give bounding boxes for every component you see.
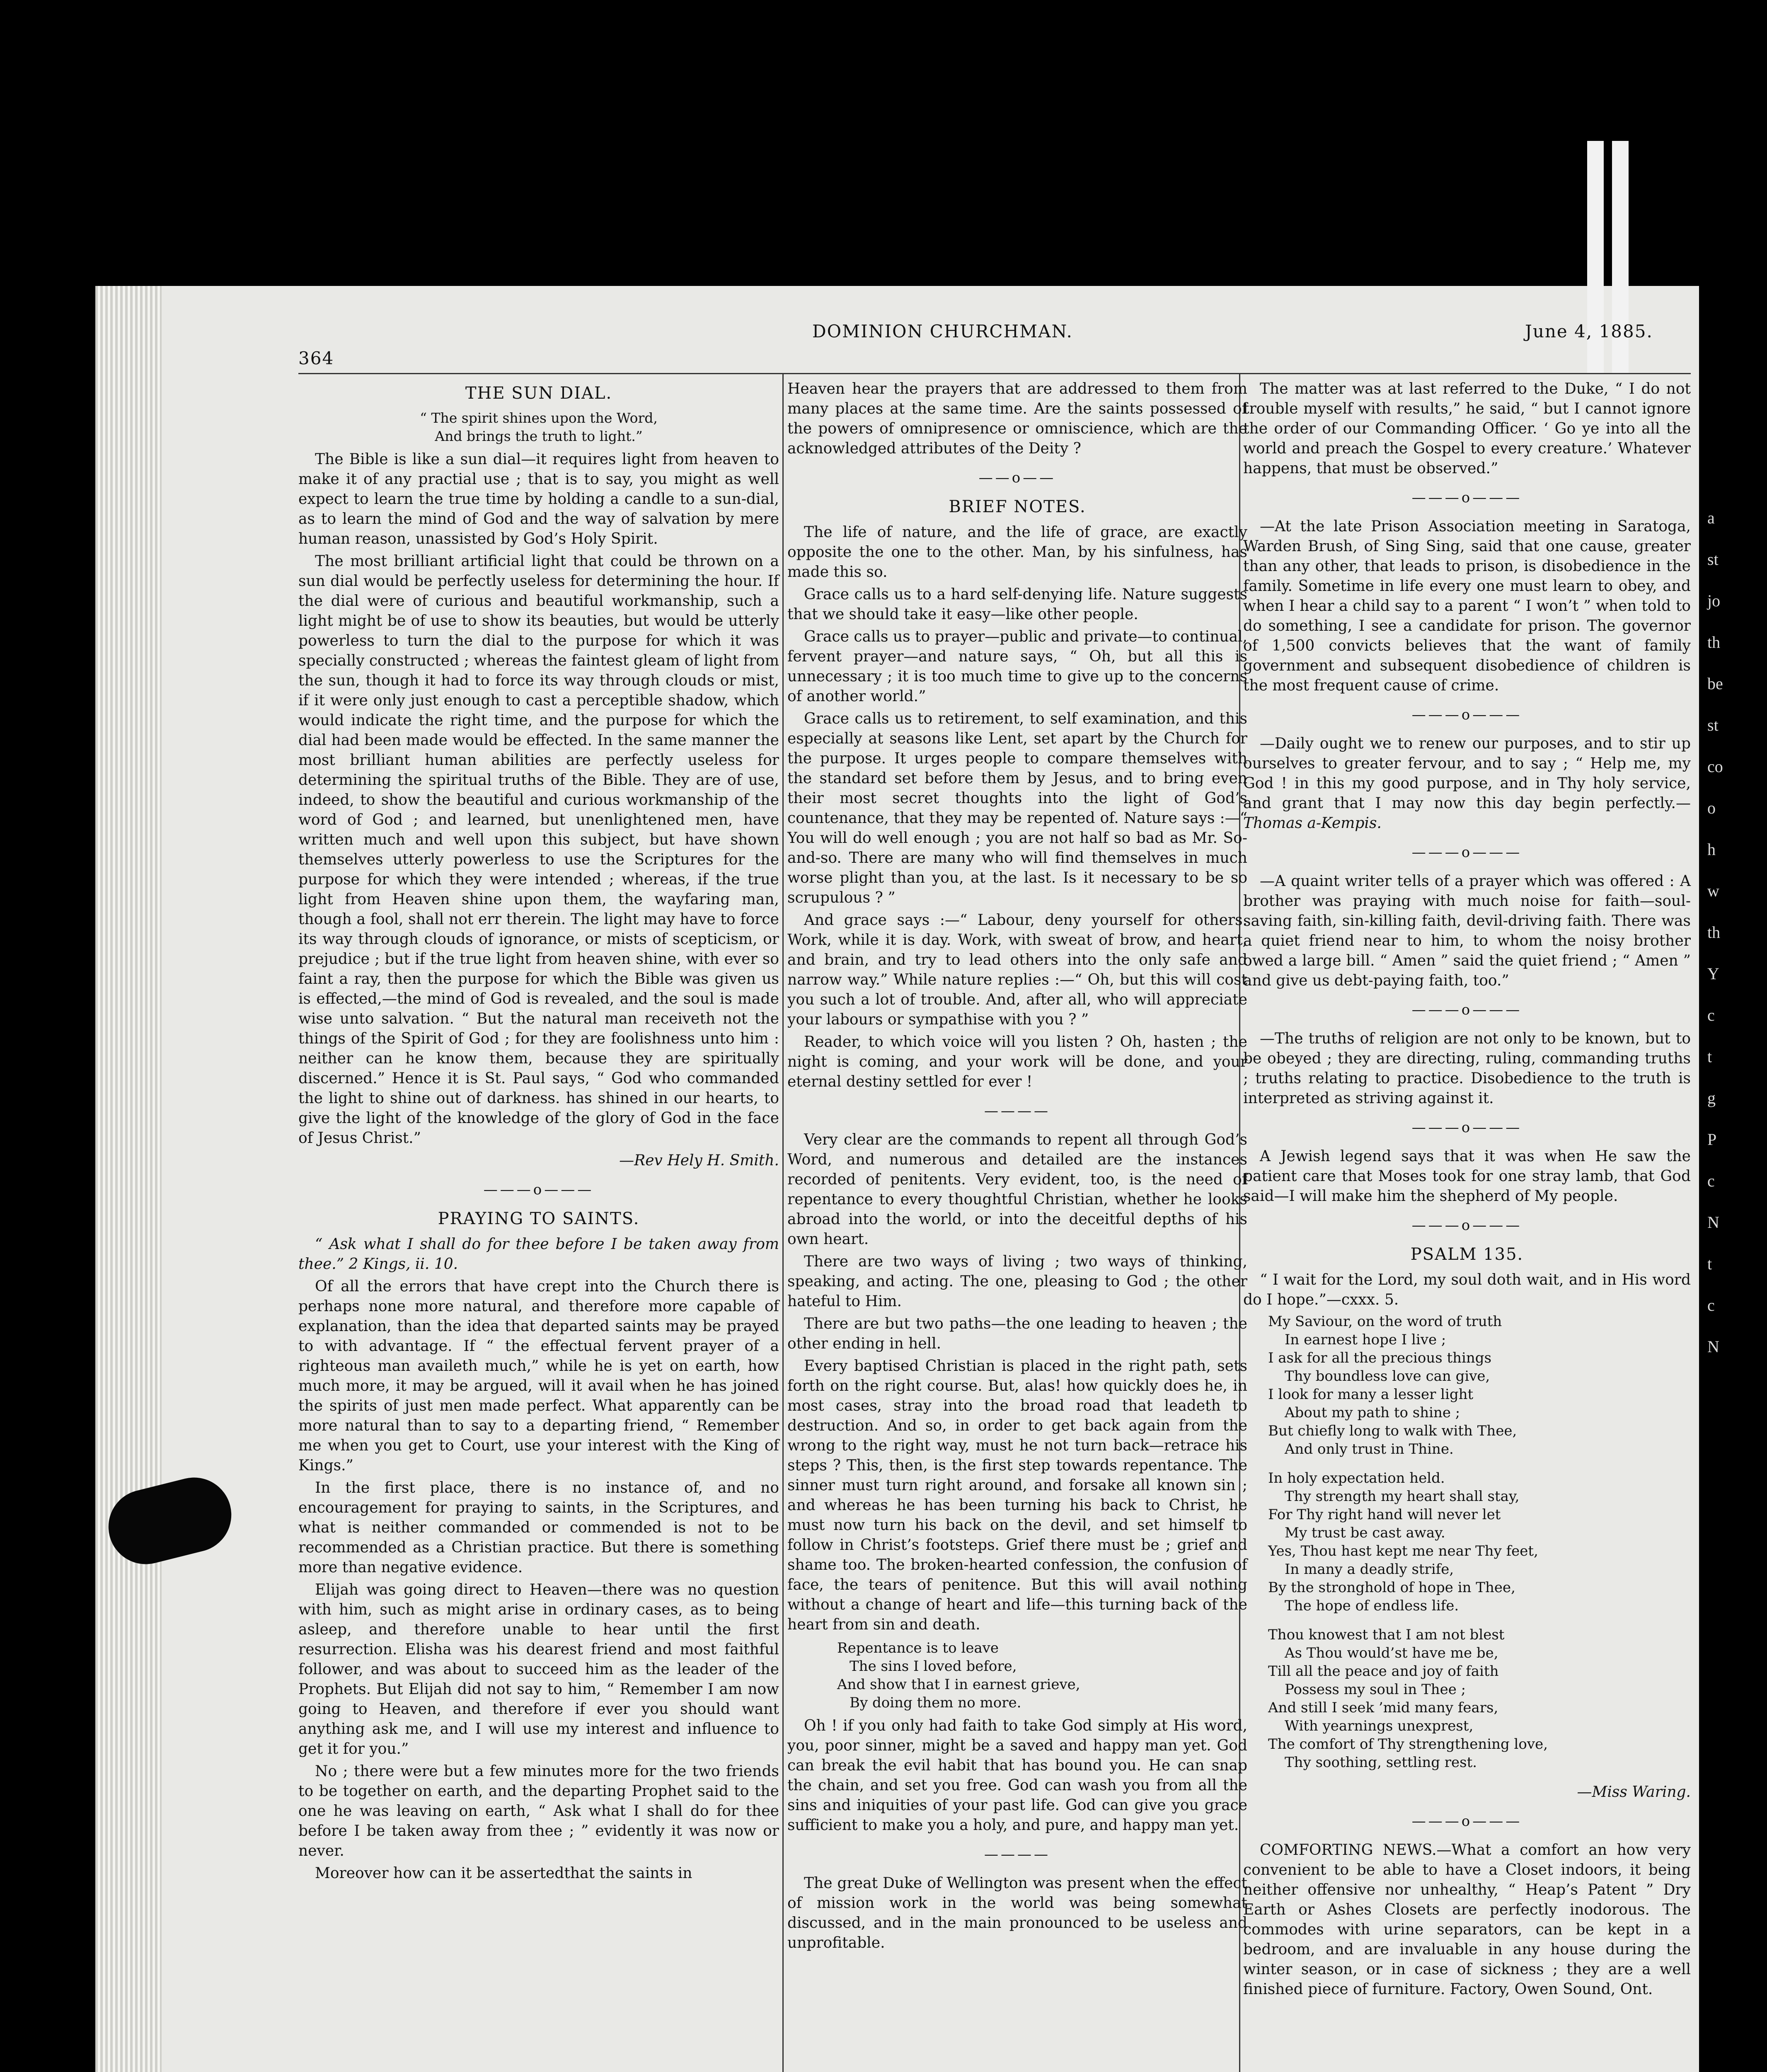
separator: ——o—— [978, 470, 1056, 486]
separator: ———o——— [1411, 1119, 1523, 1136]
separator: ———o——— [483, 1181, 594, 1198]
paragraph: No ; there were but a few minutes more for the two friends to be together on earth, and the departing Prophet said to the one he was leaving on earth, “ Ask what I shall do for thee before I be taken away from thee ; ” evidently it was now or never. [298, 1763, 779, 1859]
psalm-intro: “ I wait for the Lord, my soul doth wait, and in His word do I hope.”—cxxx. 5. [1243, 1271, 1691, 1308]
edge-fragment: jo [1707, 591, 1721, 610]
column-1 [298, 379, 779, 1886]
paragraph: In the first place, there is no instance of, and no encouragement for praying to saints, in the Scriptures, and what is neither commanded or commended is not to be recommended as a Christian practice. But there is something more than negative evidence. [298, 1479, 779, 1576]
author-signature: —Miss Waring. [1577, 1784, 1691, 1801]
edge-fragment: co [1707, 757, 1723, 776]
edge-fragment: t [1707, 1254, 1712, 1273]
edge-fragment: c [1707, 1172, 1715, 1190]
edge-fragment: g [1707, 1089, 1716, 1107]
separator: ———o——— [1411, 1813, 1523, 1830]
psalm-stanza: My Saviour, on the word of truth In earnest hope I live ; I ask for all the precious things Thy boundless love can give, I look for many a lesser light About my path to shine ; But chiefly long to walk with Thee, And only trust in Thine. [1268, 1313, 1517, 1457]
edge-fragment: be [1707, 674, 1723, 693]
epigraph: “ The spirit shines upon the Word, And brings the truth to light.” [420, 410, 658, 444]
paragraph: The matter was at last referred to the Duke, “ I do not trouble myself with results,” he said, “ but I cannot ignore the order of our Commanding Officer. ‘ Go ye into all the world and preach the Gospel to every creature.’ Whatever happens, that must be observed.” [1243, 380, 1691, 477]
paragraph: —A quaint writer tells of a prayer which was offered : A brother was praying with much noise for faith—soul-saving faith, sin-killing faith, devil-driving faith. There was a quiet friend near to him, to whom the noisy brother owed a large bill. “ Amen ” said the quiet friend ; “ Amen ” and give us debt-paying faith, too.” [1243, 873, 1691, 989]
epigraph: “ Ask what I shall do for thee before I be taken away from thee.” 2 Kings, ii. 10. [298, 1236, 779, 1273]
column-3 [1243, 379, 1691, 2002]
article-title-sun-dial: THE SUN DIAL. [465, 384, 612, 403]
column-rule [782, 373, 784, 2072]
edge-fragment: a [1707, 508, 1715, 527]
edge-fragment: c [1707, 1296, 1715, 1314]
facing-page-edge-text [1707, 497, 1767, 1368]
paragraph: Reader, to which voice will you listen ? Oh, hasten ; the night is coming, and your work will be done, and your eternal destiny settled for ever ! [787, 1034, 1247, 1090]
separator: ———o——— [1411, 1002, 1523, 1018]
separator: ———— [984, 1103, 1051, 1119]
psalm-poem [1243, 1312, 1691, 1772]
paragraph: —At the late Prison Association meeting in Saratoga, Warden Brush, of Sing Sing, said that one cause, greater than any other, that leads to prison, is disobedience in the family. Sometime in life every one must learn to obey, and when I hear a child say to a parent “ I won’t ” when told to do something, I see a candidate for prison. The governor of 1,500 convicts believes that the want of family government and subsequent disobedience of children is the most frequent cause of crime. [1243, 518, 1691, 694]
paragraph: The great Duke of Wellington was present when the effect of mission work in the world was being somewhat discussed, and in the main pronounced to be useless and unprofitable. [787, 1875, 1247, 1951]
separator: ———o——— [1411, 844, 1523, 861]
paragraph: Moreover how can it be assertedthat the saints in [315, 1865, 692, 1882]
paragraph: Grace calls us to retirement, to self examination, and this especially at seasons like Lent, set apart by the Church for the purpose. It urges people to compare themselves with the standard set before them by Jesus, and to bring even their most secret thoughts into the light of God’s countenance, that they may be repented of. Nature says :—“ You will do well enough ; you are not half so bad as Mr. So-and-so. There are many who will find themselves in much worse plight than you, at the last. Is it necessary to be so scrupulous ? ” [787, 710, 1247, 906]
separator: ———o——— [1411, 1217, 1523, 1234]
edge-fragment: o [1707, 799, 1716, 817]
paragraph: The most brilliant artificial light that could be thrown on a sun dial would be perfectly useless for determining the hour. If the dial were of curious and beautiful workmanship, such a light might be of use to show its beauties, but would be utterly powerless to turn the dial to the purpose for which it was specially constructed ; whereas the faintest gleam of light from the sun, though it had to force its way through clouds or mist, if it were only just enough to cast a perceptible shadow, which would indicate the right time, and the purpose for which the dial had been made would be effected. In the same manner the most brilliant human abilities are perfectly useless for determining the spiritual truths of the Bible. They are of use, indeed, to show the beautiful and curious workmanship of the word of God ; and learned, but unenlightened men, have written much and well upon this subject, but have shown themselves utterly powerless to use the Scriptures for the purpose for which they were intended ; whereas, if the true light from Heaven shine upon them, the wayfaring man, though a fool, shall not err therein. The light may have to force its way through clouds of ignorance, or mists of scepticism, or prejudice ; but if the true light from heaven shine, with ever so faint a ray, then the purpose for which the Bible was given us is effected,—the mind of God is revealed, and the soul is made wise unto salvation. “ But the natural man receiveth not the things of the Spirit of God ; for they are foolishness unto him : neither can he know them, because they are spiritually discerned.” Hence it is St. Paul says, “ God who commanded the light to shine out of darkness. has shined in our hearts, to give the light of the knowledge of the glory of God in the face of Jesus Christ.” [298, 553, 779, 1147]
paragraph: The life of nature, and the life of grace, are exactly opposite the one to the other. Man, by his sinfulness, has made this so. [787, 524, 1247, 581]
paragraph: The Bible is like a sun dial—it requires light from heaven to make it of any practial use ; that is to say, you might as well expect to learn the true time by holding a candle to a sun-dial, as to learn the mind of God and the way of salvation by mere human reason, unassisted by God’s Holy Spirit. [298, 451, 779, 547]
author-signature: Thomas a-Kempis. [1243, 815, 1382, 832]
edge-fragment: N [1707, 1337, 1719, 1356]
paragraph: —The truths of religion are not only to be known, but to be obeyed ; they are directing, ruling, commanding truths ; truths relating to practice. Disobedience to the truth is interpreted as striving against it. [1243, 1030, 1691, 1107]
edge-fragment: t [1707, 1047, 1712, 1066]
edge-fragment: Y [1707, 964, 1719, 983]
paragraph: Oh ! if you only had faith to take God simply at His word, you, poor sinner, might be a saved and happy man yet. God can break the evil habit that has bound you. He can snap the chain, and set you free. God can wash you from all the sins and iniquities of your past life. God can give you grace sufficient to make you a holy, and pure, and happy man yet. [787, 1717, 1247, 1834]
page-edges [95, 286, 162, 2072]
edge-fragment: P [1707, 1130, 1717, 1149]
paragraph: Grace calls us to prayer—public and private—to continual, fervent prayer—and nature says, “ Oh, but all this is unnecessary ; it is too much time to give up to the concerns of another world.” [787, 628, 1247, 705]
paragraph: Heaven hear the prayers that are addressed to them from many places at the same time. Are the saints possessed of the powers of omnipresence or omniscience, which are the acknowledged attributes of the Deity ? [787, 380, 1247, 457]
article-title-brief-notes: BRIEF NOTES. [949, 497, 1086, 516]
paragraph: There are two ways of living ; two ways of thinking, speaking, and acting. The one, pleasing to God ; the other hateful to Him. [787, 1253, 1247, 1310]
paragraph: A Jewish legend says that it was when He saw the patient care that Moses took for one stray lamb, that God said—I will make him the shepherd of My people. [1243, 1148, 1691, 1205]
masthead: DOMINION CHURCHMAN. [812, 321, 1073, 341]
paragraph: Elijah was going direct to Heaven—there was no question with him, such as might arise in ordinary cases, as to being asleep, and therefore unable to hear until the first resurrection. Elisha was his dearest friend and most faithful follower, and was about to succeed him as the leader of the Prophets. But Elijah did not say to him, “ Remember I am now going to Heaven, and therefore if ever you should want anything ask me, and I will use my interest and influence to get it for you.” [298, 1581, 779, 1757]
separator: ———o——— [1411, 707, 1523, 723]
separator: ———o——— [1411, 489, 1523, 506]
edge-fragment: h [1707, 840, 1716, 859]
issue-date: June 4, 1885. [1525, 321, 1653, 341]
header-rule [298, 373, 1691, 374]
psalm-stanza: Thou knowest that I am not blest As Thou would’st have me be, Till all the peace and joy of faith Possess my soul in Thee ; And still I seek ’mid many fears, With yearnings unexprest, The comfort of Thy strengthening love, Thy soothing, settling rest. [1268, 1627, 1548, 1771]
edge-fragment: th [1707, 923, 1721, 942]
edge-fragment: c [1707, 1006, 1715, 1024]
article-title-psalm: PSALM 135. [1410, 1245, 1524, 1264]
author-signature: —Rev Hely H. Smith. [619, 1152, 779, 1169]
edge-fragment: th [1707, 633, 1721, 651]
edge-fragment: w [1707, 881, 1719, 900]
paragraph: Of all the errors that have crept into the Church there is perhaps none more natural, and therefore more capable of explanation, than the idea that departed saints may be prayed to with advantage. If “ the effectual fervent prayer of a righteous man availeth much,” while he is yet on earth, how much more, it may be argued, will it avail when he has joined the spirits of just men made perfect. What apparently can be more natural than to say to a departing friend, “ Remember me when you get to Court, use your interest with the King of Kings.” [298, 1278, 779, 1474]
verse: Repentance is to leave The sins I loved before, And show that I in earnest grieve, By doing them no more. [837, 1640, 1080, 1711]
paragraph: And grace says :—“ Labour, deny yourself for others. Work, while it is day. Work, with sweat of brow, and heart, and brain, and try to lead others into the only safe and narrow way.” While nature replies :—“ Oh, but this will cost you such a lot of trouble. And, after all, who will appreciate your labours or sympathise with you ? ” [787, 912, 1247, 1028]
paragraph: Every baptised Christian is placed in the right path, sets forth on the right course. But, alas! how quickly does he, in most cases, stray into the broad road that leadeth to destruction. And so, in order to get back again from the wrong to the right way, must he not turn back—retrace his steps ? This, then, is the first step towards repentance. The sinner must turn right around, and forsake all known sin ; and whereas he has been turning his back to Christ, he must now turn his back on the devil, and set himself to follow in Christ’s footsteps. Grief there must be ; grief and shame too. The broken-hearted confession, the confusion of face, the tears of penitence. But this will avail nothing without a change of heart and life—this turning back of the heart from sin and death. [787, 1358, 1247, 1633]
paragraph: —Daily ought we to renew our purposes, and to stir up ourselves to greater fervour, and to say ; “ Help me, my God ! in this my good purpose, and in Thy holy service, and grant that I may now this day begin perfectly.—Thomas a-Kempis. [1243, 735, 1691, 832]
psalm-stanza: In holy expectation held. Thy strength my heart shall stay, For Thy right hand will never let My trust be cast away. Yes, Thou hast kept me near Thy feet, In many a deadly strife, By the stronghold of hope in Thee, The hope of endless life. [1268, 1470, 1538, 1614]
column-2 [787, 379, 1247, 1956]
edge-fragment: st [1707, 550, 1719, 569]
paragraph: Grace calls us to a hard self-denying life. Nature suggests that we should take it easy—like other people. [787, 586, 1247, 623]
article-title-praying-to-saints: PRAYING TO SAINTS. [438, 1209, 640, 1228]
separator: ———— [984, 1846, 1051, 1863]
edge-fragment: N [1707, 1213, 1719, 1232]
paragraph: There are but two paths—the one leading to heaven ; the other ending in hell. [787, 1315, 1247, 1352]
edge-fragment: st [1707, 716, 1719, 734]
advertisement: COMFORTING NEWS.—What a comfort an how very convenient to be able to have a Closet indoors, it being neither offensive nor unhealthy, “ Heap’s Patent ” Dry Earth or Ashes Closets are perfectly inodorous. The commodes with urine separators, can be kept in a bedroom, and are invaluable in any house during the winter season, or in case of sickness ; they are a well finished piece of furniture. Factory, Owen Sound, Ont. [1243, 1842, 1691, 1998]
paragraph: Very clear are the commands to repent all through God’s Word, and numerous and detailed are the instances recorded of penitents. Very evident, too, is the need of repentance to every thoughtful Christian, whether he looks abroad into the world, or into the deceitful depths of his own heart. [787, 1131, 1247, 1248]
page-number: 364 [298, 348, 334, 368]
